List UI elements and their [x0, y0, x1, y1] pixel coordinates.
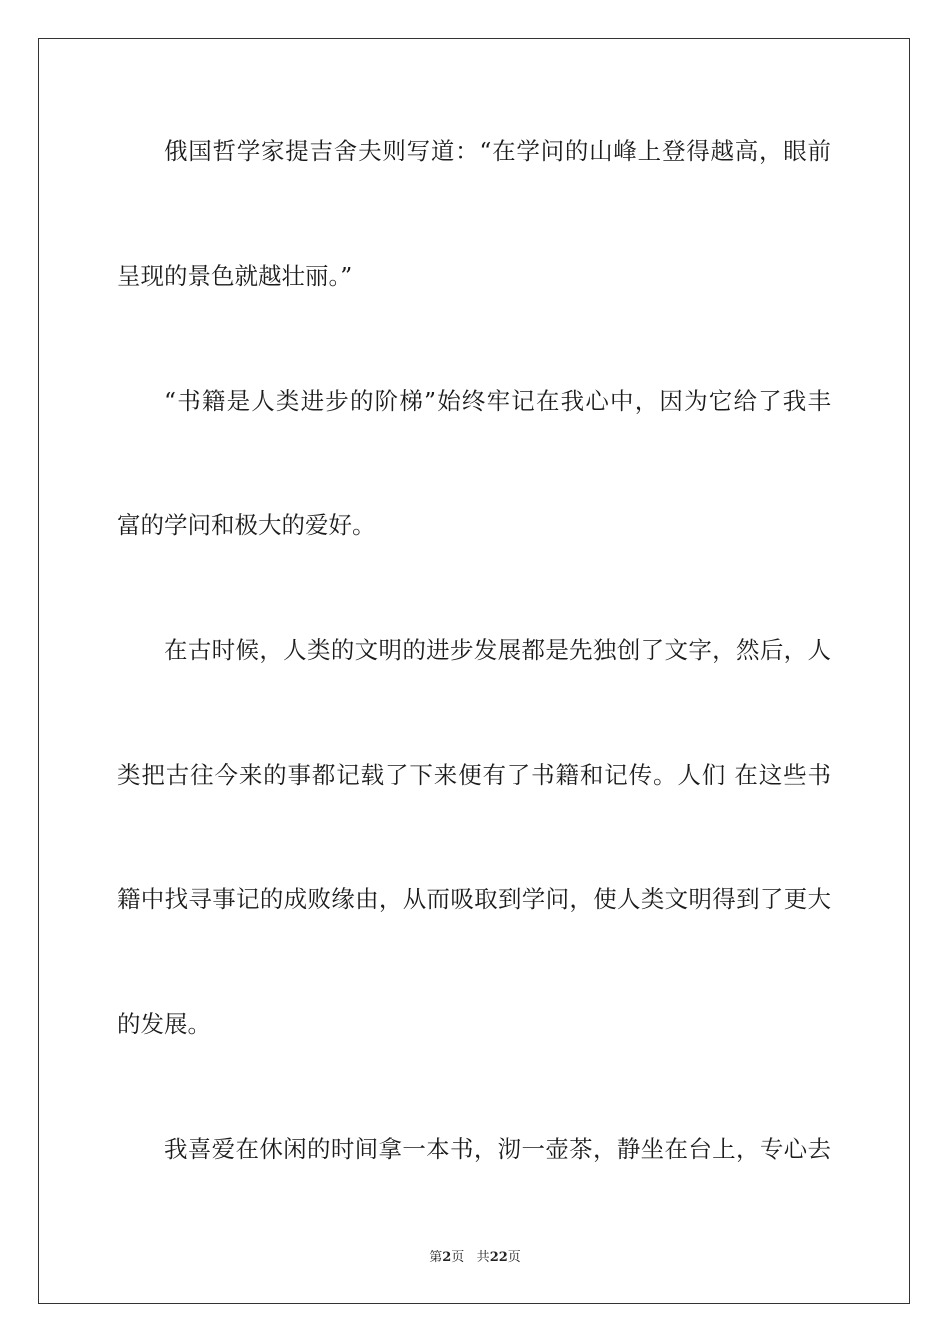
paragraph-3-line-2: 类把古往今来的事都记载了下来便有了书籍和记传。人们 在这些书: [117, 761, 831, 789]
paragraph-2-line-2: 富的学问和极大的爱好。: [117, 511, 376, 539]
page-prefix: 第: [429, 1250, 443, 1265]
paragraph-3-line-1: 在古时候，人类的文明的进步发展都是先独创了文字，然后，人: [164, 636, 831, 664]
page-current: 2: [442, 1250, 452, 1265]
total-suffix: 页: [507, 1250, 521, 1265]
total-pages: 22: [489, 1250, 508, 1265]
paragraph-4-line-1: 我喜爱在休闲的时间拿一本书，沏一壶茶，静坐在台上，专心去: [164, 1135, 831, 1163]
page-number-footer: [0, 1246, 950, 1265]
paragraph-1-line-2: 呈现的景色就越壮丽。”: [117, 262, 353, 290]
total-prefix: 共: [476, 1250, 490, 1265]
paragraph-1-line-1: 俄国哲学家提吉舍夫则写道：“在学问的山峰上登得越高，眼前: [164, 137, 831, 165]
page-suffix: 页: [451, 1250, 465, 1265]
paragraph-3-line-4: 的发展。: [117, 1010, 211, 1038]
paragraph-3-line-3: 籍中找寻事记的成败缘由，从而吸取到学问，使人类文明得到了更大: [117, 885, 831, 913]
page-border: [38, 38, 910, 1304]
paragraph-2-line-1: “书籍是人类进步的阶梯”始终牢记在我心中，因为它给了我丰: [164, 387, 831, 415]
